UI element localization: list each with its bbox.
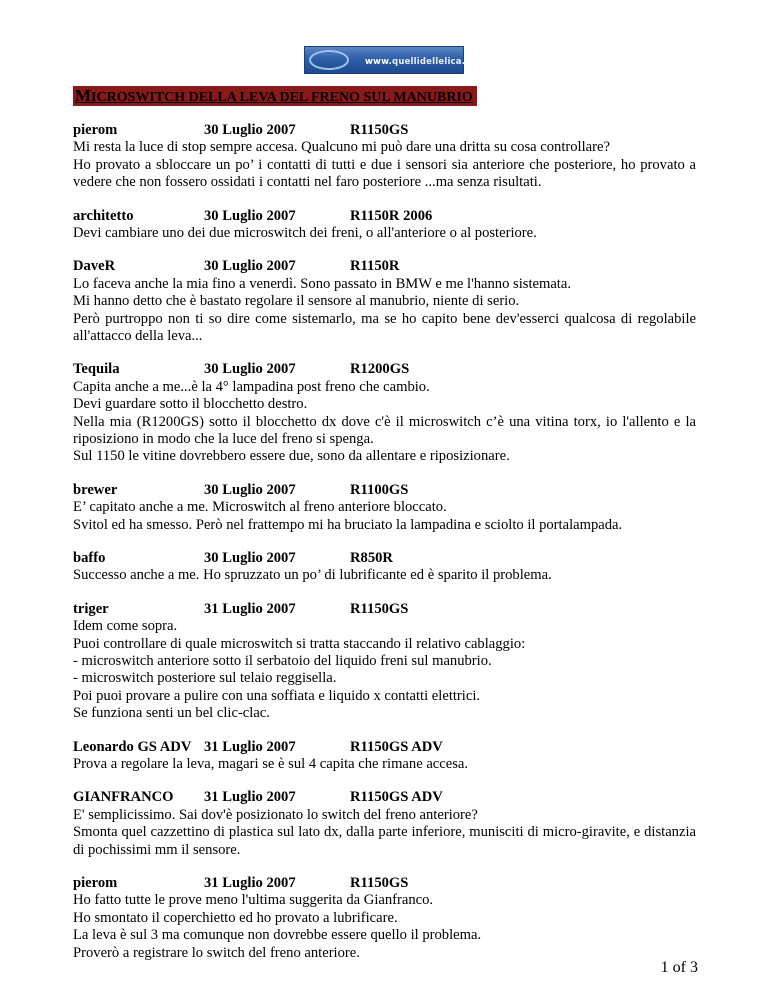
post-text-line: E’ capitato anche a me. Microswitch al freno anteriore bloccato. — [73, 499, 447, 516]
logo-emblem — [309, 50, 349, 70]
post-text-line: Puoi controllare di quale microswitch si tratta staccando il relativo cablaggio: — [73, 635, 526, 652]
post-bike-model: R1100GS — [350, 481, 409, 498]
post-author: GIANFRANCO — [73, 789, 174, 806]
post-date: 31 Luglio 2007 — [204, 789, 296, 806]
post-header — [73, 258, 696, 275]
post-text-line: Devi guardare sotto il blocchetto destro. — [73, 396, 308, 413]
post-author: architetto — [73, 207, 134, 224]
post-text-line: Capita anche a me...è la 4° lampadina post freno che cambio. — [73, 378, 430, 395]
post-text-line: E' semplicissimo. Sai dov'è posizionato lo switch del freno anteriore? — [73, 806, 478, 823]
post-date: 30 Luglio 2007 — [204, 122, 296, 138]
forum-post — [73, 550, 696, 585]
post-author: DaveR — [73, 258, 116, 275]
post-text-line: Lo faceva anche la mia fino a venerdì. Sono passato in BMW e me l'hanno sistemata. — [73, 275, 571, 292]
site-logo — [304, 46, 486, 74]
forum-post — [73, 208, 696, 243]
post-text-line: Ho fatto tutte le prove meno l'ultima suggerita da Gianfranco. — [73, 892, 434, 909]
post-bike-model: R850R — [350, 550, 393, 567]
forum-post — [73, 789, 696, 859]
forum-post — [73, 482, 696, 534]
post-list — [73, 122, 696, 978]
post-text-line: Sul 1150 le vitine dovrebbero essere due, sono da allentare e riposizionare. — [73, 448, 510, 465]
logo-text: www.quellidellelica.com — [365, 57, 486, 67]
post-header — [73, 361, 696, 378]
forum-post — [73, 361, 696, 465]
page-title: MICROSWITCH DELLA LEVA DEL FRENO SUL MANUBRIO — [73, 86, 477, 106]
post-text-line: - microswitch posteriore sul telaio reggisella. — [73, 670, 337, 687]
post-text-line: Successo anche a me. Ho spruzzato un po’ di lubrificante ed è sparito il problema. — [73, 567, 552, 584]
post-text-line: Però purtroppo non ti so dire come sistemarlo, ma se ho capito bene dev'esserci qualcosa di regolabile all'attacco della leva... — [73, 310, 696, 345]
post-header — [73, 482, 696, 499]
post-author: pierom — [73, 875, 118, 892]
post-bike-model: R1150GS ADV — [350, 789, 443, 806]
post-date: 30 Luglio 2007 — [204, 550, 296, 567]
post-text-line: Mi resta la luce di stop sempre accesa. Qualcuno mi può dare una dritta su cosa controllare? — [73, 139, 610, 156]
post-date: 30 Luglio 2007 — [204, 207, 296, 224]
forum-post — [73, 122, 696, 192]
post-text-line: Nella mia (R1200GS) sotto il blocchetto dx dove c'è il microswitch c’è una vitina torx, io l'allento e la riposiziono in modo che la luce del freno si spenga. — [73, 413, 696, 448]
post-text-line: Prova a regolare la leva, magari se è sul 4 capita che rimane accesa. — [73, 756, 469, 773]
post-text-line: Poi puoi provare a pulire con una soffiata e liquido x contatti elettrici. — [73, 687, 481, 704]
post-date: 31 Luglio 2007 — [204, 738, 296, 755]
post-text-line: Proverò a registrare lo switch del freno anteriore. — [73, 944, 360, 961]
post-text-line: Se funziona senti un bel clic-clac. — [73, 705, 270, 722]
post-header — [73, 875, 696, 892]
post-bike-model: R1150GS — [350, 600, 409, 617]
forum-post — [73, 258, 696, 345]
post-header — [73, 122, 696, 139]
post-header — [73, 601, 696, 618]
post-text-line: Mi hanno detto che è bastato regolare il sensore al manubrio, niente di serio. — [73, 293, 520, 310]
forum-post — [73, 739, 696, 774]
post-header — [73, 789, 696, 806]
page-number: 1 of 3 — [660, 959, 698, 976]
post-bike-model: R1150GS ADV — [350, 738, 443, 755]
post-text-line: Ho smontato il coperchietto ed ho provato a lubrificare. — [73, 909, 398, 926]
post-text-line: Svitol ed ha smesso. Però nel frattempo mi ha bruciato la lampadina e sciolto il portalampada. — [73, 516, 623, 533]
post-date: 30 Luglio 2007 — [204, 361, 296, 378]
post-text-line: La leva è sul 3 ma comunque non dovrebbe essere quello il problema. — [73, 927, 482, 944]
post-author: Leonardo GS ADV — [73, 738, 192, 755]
post-text-line: Idem come sopra. — [73, 618, 178, 635]
post-text-line: Smonta quel cazzettino di plastica sul lato dx, dalla parte inferiore, munisciti di micro-giravite, e distanzia di pochissimi mm il sensore. — [73, 824, 696, 858]
post-author: baffo — [73, 550, 106, 567]
post-bike-model: R1150GS — [350, 875, 409, 892]
post-bike-model: R1150R 2006 — [350, 207, 433, 224]
post-text-line: - microswitch anteriore sotto il serbatoio del liquido freni sul manubrio. — [73, 653, 492, 670]
post-bike-model: R1150GS — [350, 122, 409, 138]
post-date: 31 Luglio 2007 — [204, 875, 296, 892]
post-header — [73, 550, 696, 567]
forum-post — [73, 601, 696, 723]
post-text-line: Devi cambiare uno dei due microswitch dei freni, o all'anteriore o al posteriore. — [73, 225, 537, 241]
post-author: triger — [73, 600, 109, 617]
post-text-line: Ho provato a sbloccare un po’ i contatti di tutti e due i sensori sia anteriore che posteriore, ho provato a vedere che non fossero ossidati i contatti nel faro posteriore ...ma senza risultati. — [73, 156, 696, 191]
forum-post — [73, 875, 696, 962]
post-bike-model: R1150R — [350, 258, 400, 275]
post-author: Tequila — [73, 361, 120, 378]
post-date: 31 Luglio 2007 — [204, 600, 296, 617]
post-author: brewer — [73, 481, 118, 498]
post-date: 30 Luglio 2007 — [204, 481, 296, 498]
post-author: pierom — [73, 122, 118, 138]
post-header — [73, 739, 696, 756]
post-bike-model: R1200GS — [350, 361, 410, 378]
post-date: 30 Luglio 2007 — [204, 258, 296, 275]
post-header — [73, 208, 696, 225]
